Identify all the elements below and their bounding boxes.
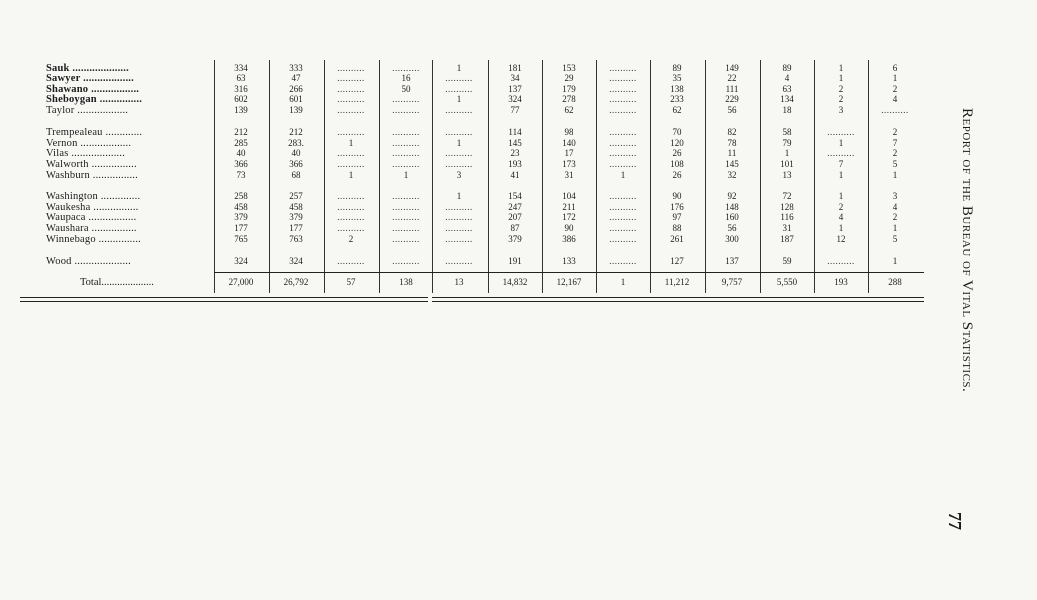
column-rule [379, 60, 380, 293]
bottom-rule-left [20, 297, 428, 298]
table-cell: .......... [392, 256, 420, 266]
table-cell: 233 [670, 94, 684, 104]
table-cell: 40 [291, 148, 301, 158]
table-cell: .......... [609, 138, 637, 148]
column-rule [705, 60, 706, 293]
table-cell: .......... [827, 127, 855, 137]
table-cell: .......... [392, 63, 420, 73]
table-cell: 1 [348, 170, 354, 180]
table-cell: 379 [289, 212, 303, 222]
column-rule [324, 60, 325, 293]
bottom-rule-left [20, 301, 428, 302]
table-cell: 333 [289, 63, 303, 73]
table-cell: 458 [234, 202, 248, 212]
table-cell: 63 [236, 73, 246, 83]
total-cell: 193 [834, 277, 848, 287]
county-name: Sawyer .................. [46, 73, 134, 84]
table-cell: .......... [609, 256, 637, 266]
table-cell: .......... [337, 223, 365, 233]
table-cell: 128 [780, 202, 794, 212]
table-cell: 266 [289, 84, 303, 94]
table-cell: 31 [782, 223, 792, 233]
table-cell: 1 [620, 170, 626, 180]
total-cell: 1 [620, 277, 626, 287]
total-cell: 138 [399, 277, 413, 287]
table-cell: 176 [670, 202, 684, 212]
table-cell: 62 [672, 105, 682, 115]
table-cell: 229 [725, 94, 739, 104]
table-cell: 1 [838, 138, 844, 148]
county-name: Taylor .................. [46, 105, 129, 116]
table-cell: 72 [782, 191, 792, 201]
table-cell: 104 [562, 191, 576, 201]
bottom-rule-right [432, 301, 924, 302]
table-cell: 101 [780, 159, 794, 169]
table-cell: .......... [609, 127, 637, 137]
table-cell: 26 [672, 170, 682, 180]
table-cell: 177 [289, 223, 303, 233]
total-cell: 57 [346, 277, 356, 287]
county-name: Washington .............. [46, 191, 141, 202]
table-cell: 177 [234, 223, 248, 233]
table-cell: 1 [838, 191, 844, 201]
column-rule [269, 60, 270, 293]
table-cell: 187 [780, 234, 794, 244]
table-cell: 89 [782, 63, 792, 73]
table-cell: 6 [892, 63, 898, 73]
table-cell: 133 [562, 256, 576, 266]
table-cell: 2 [838, 84, 844, 94]
table-cell: 3 [456, 170, 462, 180]
table-cell: 90 [672, 191, 682, 201]
table-cell: 70 [672, 127, 682, 137]
table-cell: .......... [337, 105, 365, 115]
county-name: Vilas ................... [46, 148, 126, 159]
table-cell: 763 [289, 234, 303, 244]
table-cell: 79 [782, 138, 792, 148]
table-cell: .......... [392, 94, 420, 104]
table-cell: 63 [782, 84, 792, 94]
table-cell: 2 [838, 94, 844, 104]
table-cell: 11 [727, 148, 737, 158]
table-cell: .......... [392, 202, 420, 212]
table-cell: .......... [445, 202, 473, 212]
table-cell: 22 [727, 73, 737, 83]
table-cell: 13 [782, 170, 792, 180]
county-name: Walworth ................ [46, 159, 137, 170]
table-cell: 765 [234, 234, 248, 244]
table-cell: 366 [289, 159, 303, 169]
table-cell: 138 [670, 84, 684, 94]
total-cell: 26,792 [283, 277, 309, 287]
table-cell: .......... [609, 84, 637, 94]
table-cell: 34 [510, 73, 520, 83]
table-cell: .......... [445, 159, 473, 169]
table-cell: .......... [445, 105, 473, 115]
table-cell: 62 [564, 105, 574, 115]
table-cell: 1 [403, 170, 409, 180]
table-cell: 56 [727, 223, 737, 233]
table-cell: 207 [508, 212, 522, 222]
column-rule [542, 60, 543, 293]
table-cell: .......... [609, 63, 637, 73]
table-cell: 179 [562, 84, 576, 94]
table-cell: .......... [827, 148, 855, 158]
table-cell: 145 [508, 138, 522, 148]
table-cell: 89 [672, 63, 682, 73]
table-cell: 127 [670, 256, 684, 266]
table-cell: 29 [564, 73, 574, 83]
table-cell: 18 [782, 105, 792, 115]
county-name: Trempealeau ............. [46, 127, 143, 138]
county-name: Vernon .................. [46, 138, 132, 149]
table-cell: 40 [236, 148, 246, 158]
table-cell: .......... [445, 212, 473, 222]
county-name: Sauk .................... [46, 63, 129, 74]
table-cell: .......... [337, 202, 365, 212]
county-name: Sheboygan ............... [46, 94, 143, 105]
total-label: Total.................... [80, 277, 154, 288]
table-cell: 77 [510, 105, 520, 115]
table-cell: 181 [508, 63, 522, 73]
total-cell: 12,167 [556, 277, 582, 287]
table-cell: 1 [892, 256, 898, 266]
table-cell: .......... [445, 234, 473, 244]
table-cell: 261 [670, 234, 684, 244]
table-cell: .......... [609, 191, 637, 201]
county-name: Wood .................... [46, 256, 131, 267]
table-cell: 258 [234, 191, 248, 201]
table-cell: 68 [291, 170, 301, 180]
table-cell: 2 [892, 212, 898, 222]
table-cell: 386 [562, 234, 576, 244]
table-cell: 58 [782, 127, 792, 137]
table-cell: .......... [392, 212, 420, 222]
table-cell: 2 [892, 84, 898, 94]
table-cell: 2 [348, 234, 354, 244]
table-cell: .......... [337, 127, 365, 137]
county-name: Washburn ................ [46, 170, 138, 181]
table-cell: .......... [445, 256, 473, 266]
table-cell: 35 [672, 73, 682, 83]
table-cell: 3 [892, 191, 898, 201]
table-cell: 59 [782, 256, 792, 266]
table-cell: 3 [838, 105, 844, 115]
table-cell: 4 [892, 94, 898, 104]
table-cell: .......... [609, 234, 637, 244]
table-cell: 1 [348, 138, 354, 148]
table-cell: 283. [288, 138, 304, 148]
total-cell: 5,550 [776, 277, 798, 287]
total-cell: 288 [888, 277, 902, 287]
table-cell: .......... [392, 138, 420, 148]
table-cell: 5 [892, 159, 898, 169]
table-cell: 2 [892, 127, 898, 137]
table-cell: 1 [784, 148, 790, 158]
column-rule [596, 60, 597, 293]
bottom-rule-right [432, 297, 924, 298]
column-rule [868, 60, 869, 293]
table-cell: 379 [508, 234, 522, 244]
column-rule [760, 60, 761, 293]
table-cell: 1 [892, 223, 898, 233]
table-cell: 137 [725, 256, 739, 266]
table-cell: 90 [564, 223, 574, 233]
table-cell: 324 [508, 94, 522, 104]
table-cell: 379 [234, 212, 248, 222]
table-cell: 98 [564, 127, 574, 137]
table-cell: .......... [337, 191, 365, 201]
table-cell: 211 [562, 202, 576, 212]
table-cell: 134 [780, 94, 794, 104]
table-cell: 160 [725, 212, 739, 222]
column-rule [814, 60, 815, 293]
table-cell: 1 [892, 73, 898, 83]
table-cell: 278 [562, 94, 576, 104]
table-cell: 32 [727, 170, 737, 180]
table-cell: .......... [337, 73, 365, 83]
table-cell: 1 [456, 191, 462, 201]
table-cell: 193 [508, 159, 522, 169]
table-cell: 50 [401, 84, 411, 94]
table-cell: .......... [337, 94, 365, 104]
table-cell: 31 [564, 170, 574, 180]
total-cell: 9,757 [721, 277, 743, 287]
table-cell: 97 [672, 212, 682, 222]
total-cell: 11,212 [664, 277, 690, 287]
table-cell: .......... [337, 63, 365, 73]
table-cell: .......... [392, 191, 420, 201]
total-cell: 13 [454, 277, 464, 287]
table-cell: 1 [456, 138, 462, 148]
table-cell: 257 [289, 191, 303, 201]
table-cell: 1 [456, 94, 462, 104]
table-cell: 137 [508, 84, 522, 94]
table-cell: 145 [725, 159, 739, 169]
table-cell: .......... [337, 159, 365, 169]
table-cell: .......... [392, 234, 420, 244]
table-cell: 300 [725, 234, 739, 244]
table-cell: 601 [289, 94, 303, 104]
table-cell: 153 [562, 63, 576, 73]
table-cell: .......... [337, 256, 365, 266]
table-cell: 2 [838, 202, 844, 212]
table-cell: 88 [672, 223, 682, 233]
table-cell: 1 [456, 63, 462, 73]
table-cell: 26 [672, 148, 682, 158]
table-cell: 602 [234, 94, 248, 104]
table-cell: .......... [445, 73, 473, 83]
table-cell: .......... [392, 148, 420, 158]
table-cell: .......... [392, 127, 420, 137]
table-cell: .......... [445, 127, 473, 137]
table-cell: .......... [609, 148, 637, 158]
table-cell: .......... [609, 73, 637, 83]
table-cell: 4 [784, 73, 790, 83]
table-cell: 1 [838, 73, 844, 83]
table-cell: 73 [236, 170, 246, 180]
table-cell: .......... [827, 256, 855, 266]
table-cell: 148 [725, 202, 739, 212]
table-cell: 139 [234, 105, 248, 115]
column-rule [488, 60, 489, 293]
table-cell: .......... [392, 223, 420, 233]
total-rule [214, 272, 924, 273]
county-name: Winnebago ............... [46, 234, 141, 245]
table-cell: 7 [838, 159, 844, 169]
column-rule [432, 60, 433, 293]
county-name: Waukesha ................ [46, 202, 139, 213]
table-cell: .......... [609, 94, 637, 104]
table-cell: 212 [234, 127, 248, 137]
table-cell: 116 [780, 212, 794, 222]
table-cell: .......... [392, 159, 420, 169]
table-cell: 108 [670, 159, 684, 169]
county-name: Waupaca ................. [46, 212, 137, 223]
table-cell: 120 [670, 138, 684, 148]
table-cell: 154 [508, 191, 522, 201]
table-cell: 87 [510, 223, 520, 233]
table-cell: .......... [337, 84, 365, 94]
table-cell: .......... [337, 148, 365, 158]
table-cell: 324 [234, 256, 248, 266]
table-cell: 5 [892, 234, 898, 244]
table-cell: .......... [445, 84, 473, 94]
table-cell: 16 [401, 73, 411, 83]
table-cell: 324 [289, 256, 303, 266]
table-cell: .......... [337, 212, 365, 222]
table-cell: .......... [445, 223, 473, 233]
table-cell: 1 [838, 63, 844, 73]
table-cell: 172 [562, 212, 576, 222]
total-cell: 14,832 [502, 277, 528, 287]
table-cell: 1 [838, 170, 844, 180]
table-cell: 4 [892, 202, 898, 212]
table-cell: 173 [562, 159, 576, 169]
column-rule [650, 60, 651, 293]
table-cell: 334 [234, 63, 248, 73]
table-cell: 458 [289, 202, 303, 212]
table-cell: 285 [234, 138, 248, 148]
table-cell: 23 [510, 148, 520, 158]
table-cell: 191 [508, 256, 522, 266]
table-cell: 92 [727, 191, 737, 201]
table-cell: 41 [510, 170, 520, 180]
table-cell: .......... [609, 105, 637, 115]
table-cell: 149 [725, 63, 739, 73]
county-name: Waushara ................ [46, 223, 137, 234]
table-cell: 78 [727, 138, 737, 148]
running-header: Report of the Bureau of Vital Statistics. [959, 108, 975, 393]
table-cell: 12 [836, 234, 846, 244]
total-cell: 27,000 [228, 277, 254, 287]
table-cell: 111 [725, 84, 739, 94]
table-cell: 114 [508, 127, 522, 137]
table-cell: .......... [609, 223, 637, 233]
table-cell: 82 [727, 127, 737, 137]
table-cell: 4 [838, 212, 844, 222]
table-cell: 316 [234, 84, 248, 94]
table-cell: .......... [392, 105, 420, 115]
table-cell: 1 [838, 223, 844, 233]
table-cell: 47 [291, 73, 301, 83]
table-cell: .......... [609, 159, 637, 169]
county-name: Shawano ................. [46, 84, 140, 95]
table-cell: .......... [609, 212, 637, 222]
table-cell: 7 [892, 138, 898, 148]
table-cell: 139 [289, 105, 303, 115]
table-cell: 140 [562, 138, 576, 148]
table-cell: .......... [609, 202, 637, 212]
table-cell: 247 [508, 202, 522, 212]
column-rule [214, 60, 215, 293]
table-cell: 1 [892, 170, 898, 180]
table-cell: 366 [234, 159, 248, 169]
table-cell: .......... [445, 148, 473, 158]
table-cell: 2 [892, 148, 898, 158]
table-cell: 17 [564, 148, 574, 158]
table-cell: 56 [727, 105, 737, 115]
table-cell: 212 [289, 127, 303, 137]
table-cell: .......... [881, 105, 909, 115]
page-number: 77 [945, 512, 965, 530]
